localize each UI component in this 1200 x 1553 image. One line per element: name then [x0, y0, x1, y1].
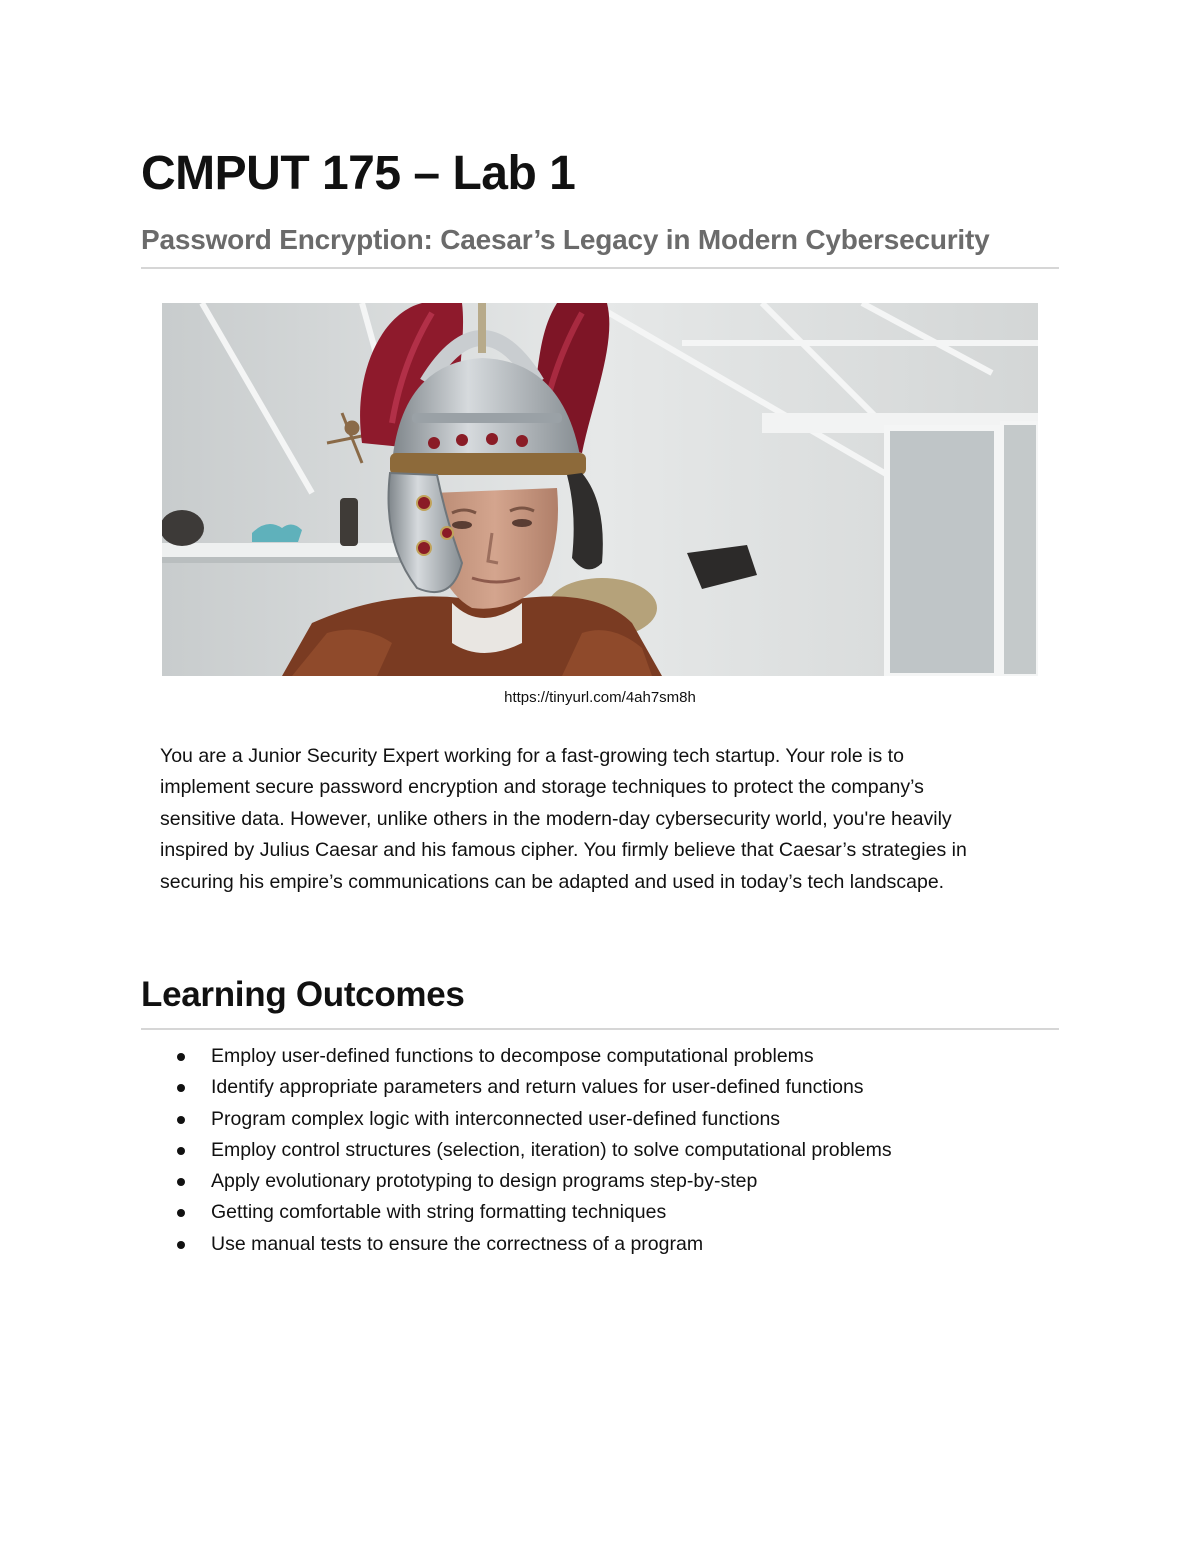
bullet-icon: [177, 1209, 185, 1217]
learning-outcomes-heading: Learning Outcomes: [141, 975, 465, 1014]
intro-line: sensitive data. However, unlike others in the modern-day cybersecurity world, you're heavily: [160, 807, 952, 830]
bullet-icon: [177, 1147, 185, 1155]
bullet-icon: [177, 1084, 185, 1092]
intro-line: inspired by Julius Caesar and his famous cipher. You firmly believe that Caesar’s strategies in: [160, 839, 967, 862]
page-title: CMPUT 175 – Lab 1: [141, 147, 576, 200]
bullet-icon: [177, 1178, 185, 1186]
list-item-text: Getting comfortable with string formatting techniques: [211, 1201, 667, 1224]
list-item-text: Program complex logic with interconnected user-defined functions: [211, 1107, 781, 1130]
bullet-icon: [177, 1053, 185, 1061]
list-item-text: Use manual tests to ensure the correctness of a program: [211, 1232, 704, 1255]
bullet-icon: [177, 1241, 185, 1249]
section-divider: [141, 1028, 1059, 1030]
list-item-text: Apply evolutionary prototyping to design programs step-by-step: [211, 1170, 758, 1193]
list-item-text: Identify appropriate parameters and return values for user-defined functions: [211, 1076, 864, 1099]
list-item-text: Employ control structures (selection, iteration) to solve computational problems: [211, 1138, 892, 1161]
intro-paragraph: [160, 741, 1070, 898]
list-item-text: Employ user-defined functions to decompose computational problems: [211, 1045, 814, 1067]
intro-line: You are a Junior Security Expert working for a fast-growing tech startup. Your role is to: [160, 745, 904, 767]
roman-soldier-photo: [162, 303, 1038, 676]
page-subtitle: Password Encryption: Caesar’s Legacy in Modern Cybersecurity: [141, 224, 990, 255]
intro-line: implement secure password encryption and storage techniques to protect the company’s: [160, 776, 924, 799]
bullet-icon: [177, 1116, 185, 1124]
intro-line: securing his empire’s communications can be adapted and used in today’s tech landscape.: [160, 870, 945, 893]
title-divider: [141, 267, 1059, 269]
image-caption-link[interactable]: https://tinyurl.com/4ah7sm8h: [504, 689, 696, 706]
